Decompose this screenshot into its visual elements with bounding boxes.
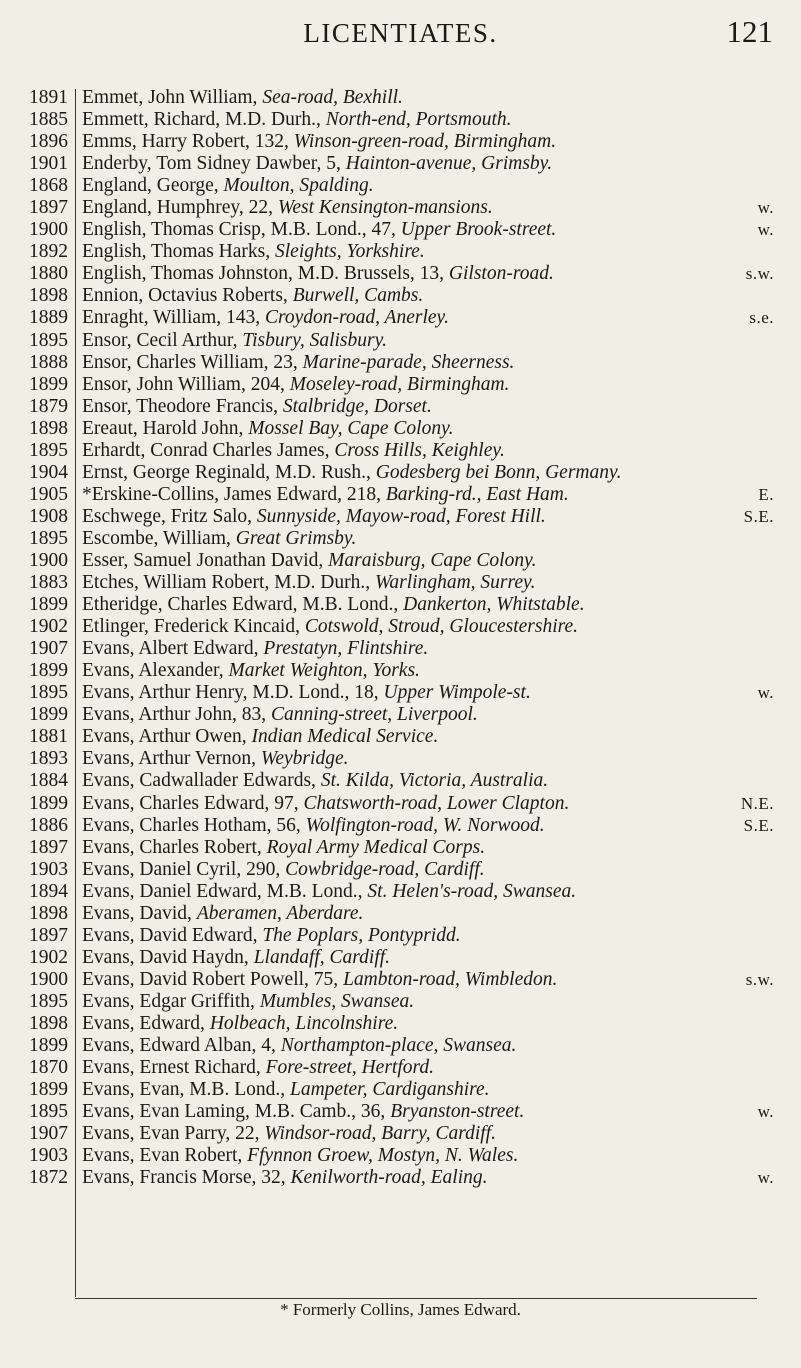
- entry-address: Weybridge.: [260, 748, 349, 770]
- entry-year: 1895: [29, 329, 68, 351]
- entry-name: Evans, Daniel Cyril, 290,: [82, 858, 286, 880]
- entry-name: Esser, Samuel Jonathan David,: [82, 549, 329, 571]
- list-item: [0, 991, 801, 1013]
- entry-postal-district: w.: [757, 1102, 774, 1122]
- entry-year: 1896: [29, 131, 68, 153]
- list-item: [0, 1145, 801, 1167]
- entry-address: Croydon-road, Anerley.: [265, 307, 449, 329]
- entry-address: Maraisburg, Cape Colony.: [328, 549, 537, 571]
- entry-name: Evans, Ernest Richard,: [82, 1057, 266, 1079]
- entry-name: Etlinger, Frederick Kincaid,: [82, 616, 305, 638]
- entry-year: 1904: [29, 461, 68, 483]
- list-item: [0, 638, 801, 660]
- entry-name: England, George,: [82, 175, 224, 197]
- entry-name: Evans, Francis Morse, 32,: [82, 1167, 291, 1189]
- list-item: [0, 1101, 801, 1123]
- entry-name: Evans, David,: [82, 902, 197, 924]
- list-item: [0, 660, 801, 682]
- entry-year: 1895: [29, 682, 68, 704]
- entry-address: Warlingham, Surrey.: [374, 572, 536, 594]
- list-item: [0, 330, 801, 352]
- footnote-rule: [75, 1298, 757, 1299]
- entry-name: Ereaut, Harold John,: [82, 417, 249, 439]
- list-item: [0, 484, 801, 506]
- entry-year: 1898: [29, 902, 68, 924]
- entry-name: Evans, Alexander,: [82, 660, 229, 682]
- list-item: [0, 197, 801, 219]
- entry-year: 1883: [29, 572, 68, 594]
- entry-name: Evans, Charles Edward, 97,: [82, 792, 304, 814]
- entry-name: Evans, Evan Robert,: [82, 1145, 248, 1167]
- entry-name: Evans, David Robert Powell, 75,: [82, 968, 344, 990]
- list-item: [0, 726, 801, 748]
- entry-postal-district: s.w.: [745, 264, 774, 284]
- entry-address: Moulton, Spalding.: [223, 175, 374, 197]
- entry-year: 1895: [29, 1101, 68, 1123]
- entry-name: Evans, Edward Alban, 4,: [82, 1035, 281, 1057]
- entry-year: 1870: [29, 1057, 68, 1079]
- entry-year: 1898: [29, 1012, 68, 1034]
- entry-address: Market Weighton, Yorks.: [228, 660, 420, 682]
- entry-address: Stalbridge, Dorset.: [282, 395, 432, 417]
- entry-year: 1880: [29, 263, 68, 285]
- entry-name: Evans, Evan, M.B. Lond.,: [82, 1079, 290, 1101]
- list-item: [0, 770, 801, 792]
- entry-address: Upper Brook-street.: [400, 219, 557, 241]
- entry-year: 1902: [29, 616, 68, 638]
- entry-year: 1895: [29, 527, 68, 549]
- entry-address: Llandaff, Cardiff.: [253, 946, 391, 968]
- entry-address: Cross Hills, Keighley.: [334, 439, 505, 461]
- list-item: [0, 1013, 801, 1035]
- entry-year: 1886: [29, 814, 68, 836]
- entry-postal-district: s.e.: [749, 308, 774, 328]
- entry-address: Gilston-road.: [448, 263, 554, 285]
- entry-year: 1899: [29, 594, 68, 616]
- list-item: [0, 131, 801, 153]
- list-item: [0, 925, 801, 947]
- entry-year: 1894: [29, 880, 68, 902]
- entry-name: Emms, Harry Robert, 132,: [82, 131, 294, 153]
- entry-address: Cowbridge-road, Cardiff.: [285, 858, 485, 880]
- entry-address: Burwell, Cambs.: [292, 285, 424, 307]
- list-item: [0, 109, 801, 131]
- list-item: [0, 241, 801, 263]
- list-item: [0, 153, 801, 175]
- entry-year: 1900: [29, 219, 68, 241]
- list-item: [0, 1035, 801, 1057]
- entry-year: 1899: [29, 373, 68, 395]
- entry-name: Evans, Arthur Henry, M.D. Lond., 18,: [82, 682, 384, 704]
- entry-address: Lambton-road, Wimbledon.: [343, 968, 558, 990]
- entry-name: Evans, Charles Robert,: [82, 836, 267, 858]
- entry-name: Ernst, George Reginald, M.D. Rush.,: [82, 461, 376, 483]
- list-item: [0, 969, 801, 991]
- entry-year: 1899: [29, 704, 68, 726]
- list-item: [0, 307, 801, 329]
- entry-year: 1899: [29, 1079, 68, 1101]
- entry-name: Evans, Evan Parry, 22,: [82, 1123, 265, 1145]
- entry-year: 1879: [29, 395, 68, 417]
- entry-year: 1898: [29, 285, 68, 307]
- entry-name: Emmett, Richard, M.D. Durh.,: [82, 109, 326, 131]
- entry-name: Evans, David Haydn,: [82, 946, 254, 968]
- entry-address: North-end, Portsmouth.: [325, 109, 512, 131]
- entry-name: Ensor, Charles William, 23,: [82, 351, 303, 373]
- entry-postal-district: w.: [757, 1168, 774, 1188]
- entry-year: 1868: [29, 175, 68, 197]
- list-item: [0, 572, 801, 594]
- entry-year: 1902: [29, 946, 68, 968]
- entry-address: Mumbles, Swansea.: [259, 990, 415, 1012]
- entry-year: 1898: [29, 417, 68, 439]
- entry-year: 1897: [29, 924, 68, 946]
- entry-name: Erhardt, Conrad Charles James,: [82, 439, 335, 461]
- entry-year: 1885: [29, 109, 68, 131]
- entry-name: Evans, Arthur Vernon,: [82, 748, 261, 770]
- entry-address: Wolfington-road, W. Norwood.: [305, 814, 545, 836]
- list-item: [0, 352, 801, 374]
- list-item: [0, 175, 801, 197]
- entry-address: Canning-street, Liverpool.: [271, 704, 478, 726]
- entry-address: Winson-green-road, Birmingham.: [293, 131, 557, 153]
- entry-name: Emmet, John William,: [82, 87, 263, 108]
- entry-address: Great Grimsby.: [235, 527, 357, 549]
- entry-postal-district: w.: [757, 683, 774, 703]
- entry-address: Chatsworth-road, Lower Clapton.: [303, 792, 570, 814]
- entry-address: Mossel Bay, Cape Colony.: [248, 417, 454, 439]
- entry-year: 1900: [29, 968, 68, 990]
- entry-address: Kenilworth-road, Ealing.: [290, 1167, 488, 1189]
- entry-name: Evans, Edward,: [82, 1012, 210, 1034]
- entry-address: West Kensington-mansions.: [277, 197, 493, 219]
- list-item: [0, 837, 801, 859]
- entry-name: Evans, Charles Hotham, 56,: [82, 814, 306, 836]
- entry-name: England, Humphrey, 22,: [82, 197, 278, 219]
- entry-name: Etches, William Robert, M.D. Durh.,: [82, 572, 375, 594]
- entry-year: 1907: [29, 638, 68, 660]
- list-item: [0, 506, 801, 528]
- list-item: [0, 1123, 801, 1145]
- list-item: [0, 748, 801, 770]
- entry-address: St. Kilda, Victoria, Australia.: [320, 770, 549, 792]
- entry-name: Ennion, Octavius Roberts,: [82, 285, 293, 307]
- entry-address: Cotswold, Stroud, Gloucestershire.: [304, 616, 579, 638]
- list-item: [0, 682, 801, 704]
- running-title: LICENTIATES.: [303, 18, 498, 48]
- entry-postal-district: N.E.: [740, 793, 774, 813]
- entry-address: Sunnyside, Mayow-road, Forest Hill.: [256, 505, 546, 527]
- entry-name: Evans, Daniel Edward, M.B. Lond.,: [82, 880, 368, 902]
- list-item: [0, 1079, 801, 1101]
- entry-name: Ensor, Cecil Arthur,: [82, 329, 243, 351]
- list-item: [0, 374, 801, 396]
- entry-address: Bryanston-street.: [390, 1101, 525, 1123]
- entry-address: Marine-parade, Sheerness.: [302, 351, 515, 373]
- entry-name: Etheridge, Charles Edward, M.B. Lond.,: [82, 594, 404, 616]
- entry-year: 1899: [29, 792, 68, 814]
- list-item: [0, 285, 801, 307]
- list-item: [0, 1057, 801, 1079]
- list-item: [0, 859, 801, 881]
- entry-postal-district: s.w.: [745, 969, 774, 989]
- entry-address: Sea-road, Bexhill.: [262, 87, 403, 108]
- entry-address: Prestatyn, Flintshire.: [263, 638, 429, 660]
- entry-address: Tisbury, Salisbury.: [242, 329, 388, 351]
- entry-address: St. Helen's-road, Swansea.: [367, 880, 577, 902]
- entry-year: 1903: [29, 858, 68, 880]
- entry-year: 1908: [29, 505, 68, 527]
- list-item: [0, 616, 801, 638]
- entry-address: Aberamen, Aberdare.: [196, 902, 364, 924]
- entry-year: 1901: [29, 153, 68, 175]
- footnote: * Formerly Collins, James Edward.: [280, 1300, 521, 1319]
- list-item: [0, 263, 801, 285]
- entry-year: 1895: [29, 990, 68, 1012]
- entry-year: 1888: [29, 351, 68, 373]
- entry-year: 1892: [29, 241, 68, 263]
- entry-year: 1889: [29, 307, 68, 329]
- list-item: [0, 704, 801, 726]
- entry-name: Evans, Edgar Griffith,: [82, 990, 260, 1012]
- list-item: [0, 903, 801, 925]
- entry-year: 1891: [29, 87, 68, 108]
- list-item: [0, 462, 801, 484]
- entry-name: Evans, Albert Edward,: [82, 638, 264, 660]
- entry-address: Dankerton, Whitstable.: [403, 594, 585, 616]
- list-item: [0, 396, 801, 418]
- entry-name: English, Thomas Harks,: [82, 241, 276, 263]
- page-number: 121: [726, 14, 773, 49]
- list-item: [0, 793, 801, 815]
- entry-address: Moseley-road, Birmingham.: [289, 373, 510, 395]
- entry-year: 1900: [29, 549, 68, 571]
- list-item: [0, 947, 801, 969]
- entry-address: Ffynnon Groew, Mostyn, N. Wales.: [247, 1145, 519, 1167]
- list-item: [0, 528, 801, 550]
- list-item: [0, 418, 801, 440]
- entry-postal-district: w.: [757, 198, 774, 218]
- entry-year: 1897: [29, 836, 68, 858]
- entry-name: Ensor, John William, 204,: [82, 373, 290, 395]
- entry-address: Upper Wimpole-st.: [383, 682, 531, 704]
- entry-name: English, Thomas Johnston, M.D. Brussels, 13,: [82, 263, 449, 285]
- list-item: [0, 550, 801, 572]
- entry-name: Enraght, William, 143,: [82, 307, 265, 329]
- entry-year: 1893: [29, 748, 68, 770]
- entry-year: 1897: [29, 197, 68, 219]
- entry-postal-district: E.: [758, 484, 774, 504]
- licentiate-list: [0, 87, 801, 1189]
- list-item: [0, 815, 801, 837]
- entry-address: Hainton-avenue, Grimsby.: [345, 153, 553, 175]
- entry-address: Royal Army Medical Corps.: [266, 836, 486, 858]
- entry-postal-district: w.: [757, 220, 774, 240]
- list-item: [0, 881, 801, 903]
- entry-name: English, Thomas Crisp, M.B. Lond., 47,: [82, 219, 401, 241]
- list-item: [0, 87, 801, 109]
- entry-postal-district: S.E.: [743, 815, 774, 835]
- entry-address: Holbeach, Lincolnshire.: [209, 1012, 399, 1034]
- page-header: [0, 0, 801, 60]
- list-item: [0, 594, 801, 616]
- entry-address: Barking-rd., East Ham.: [385, 483, 569, 505]
- entry-year: 1881: [29, 726, 68, 748]
- entry-address: Windsor-road, Barry, Cardiff.: [264, 1123, 496, 1145]
- entry-year: 1907: [29, 1123, 68, 1145]
- entry-name: Enderby, Tom Sidney Dawber, 5,: [82, 153, 346, 175]
- entry-postal-district: S.E.: [743, 506, 774, 526]
- entry-address: Sleights, Yorkshire.: [275, 241, 425, 263]
- entry-address: The Poplars, Pontypridd.: [262, 924, 461, 946]
- list-item: [0, 1167, 801, 1189]
- entry-year: 1884: [29, 770, 68, 792]
- entry-year: 1905: [29, 483, 68, 505]
- entry-name: Ensor, Theodore Francis,: [82, 395, 283, 417]
- entry-year: 1899: [29, 660, 68, 682]
- entry-year: 1903: [29, 1145, 68, 1167]
- entry-name: Evans, Arthur Owen,: [82, 726, 252, 748]
- entry-name: Evans, Cadwallader Edwards,: [82, 770, 321, 792]
- entry-address: Lampeter, Cardiganshire.: [289, 1079, 490, 1101]
- entry-name: Evans, Arthur John, 83,: [82, 704, 272, 726]
- entry-address: Indian Medical Service.: [251, 726, 439, 748]
- entry-name: Escombe, William,: [82, 527, 236, 549]
- entry-address: Godesberg bei Bonn, Germany.: [375, 461, 622, 483]
- entry-year: 1895: [29, 439, 68, 461]
- entry-name: Evans, David Edward,: [82, 924, 263, 946]
- entry-name: Evans, Evan Laming, M.B. Camb., 36,: [82, 1101, 391, 1123]
- entry-address: Northampton-place, Swansea.: [280, 1035, 517, 1057]
- entry-address: Fore-street, Hertford.: [265, 1057, 435, 1079]
- entry-name: *Erskine-Collins, James Edward, 218,: [82, 483, 386, 505]
- list-item: [0, 440, 801, 462]
- entry-year: 1872: [29, 1167, 68, 1189]
- entry-name: Eschwege, Fritz Salo,: [82, 505, 257, 527]
- list-item: [0, 219, 801, 241]
- entry-year: 1899: [29, 1035, 68, 1057]
